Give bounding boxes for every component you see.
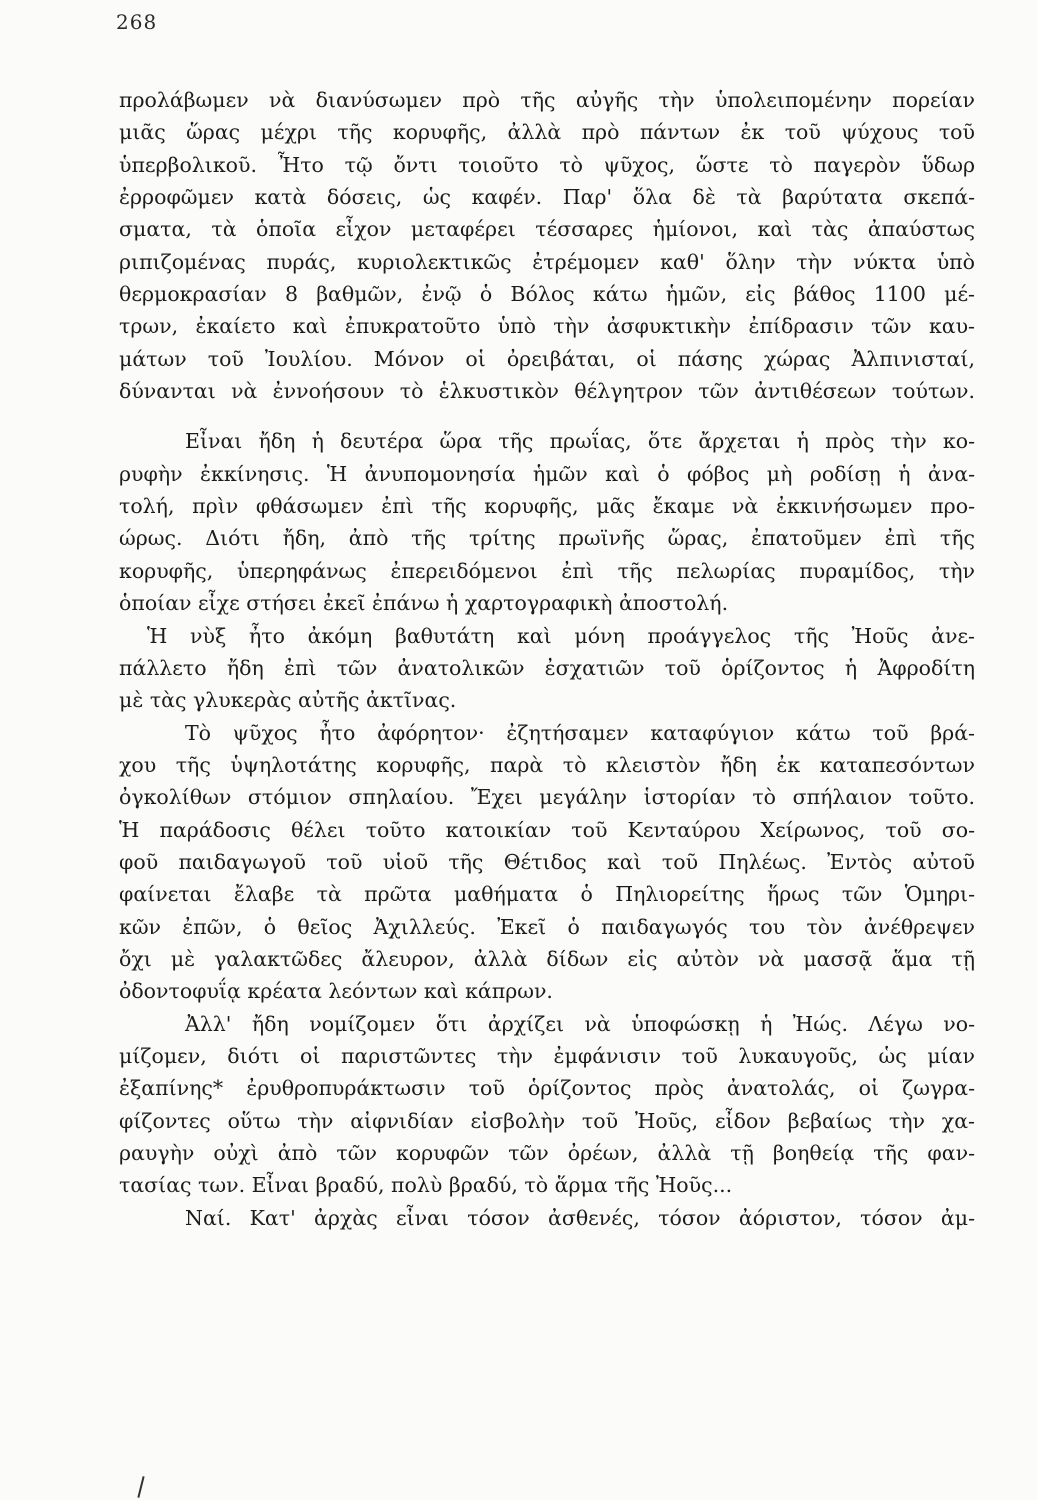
text-line: ἐρροφῶμεν κατὰ δόσεις, ὡς καφέν. Παρ' ὅλα δὲ τὰ βαρύτατα σκεπά-: [119, 185, 975, 210]
text-line: ραυγὴν οὐχὶ ἀπὸ τῶν κορυφῶν τῶν ὀρέων, ἀλλὰ τῇ βοηθείᾳ τῆς φαν-: [119, 1141, 975, 1165]
text-line: μίζομεν, διότι οἱ παριστῶντες τὴν ἐμφάνισιν τοῦ λυκαυγοῦς, ὡς μίαν: [119, 1043, 975, 1068]
text-line: Τὸ ψῦχος ἦτο ἀφόρητον· ἐζητήσαμεν καταφύγιον κάτω τοῦ βρά-: [185, 720, 975, 745]
paragraph: [119, 425, 975, 619]
text-line: Ἀλλ' ἤδη νομίζομεν ὅτι ἀρχίζει νὰ ὑποφώσκῃ ἡ Ἠώς. Λέγω νο-: [185, 1011, 975, 1036]
text-line: ὑπερβολικοῦ. Ἦτο τῷ ὄντι τοιοῦτο τὸ ψῦχος, ὥστε τὸ παγερὸν ὕδωρ: [119, 152, 975, 177]
text-line: ρυφὴν ἐκκίνησις. Ἡ ἀνυπομονησία ἡμῶν καὶ ὁ φόβος μὴ ροδίσῃ ἡ ἀνα-: [119, 461, 975, 486]
text-line: ώρως. Διότι ἤδη, ἀπὸ τῆς τρίτης πρωϊνῆς ὥρας, ἐπατοῦμεν ἐπὶ τῆς: [119, 526, 975, 551]
text-line: σματα, τὰ ὁποῖα εἶχον μεταφέρει τέσσαρες ἡμίονοι, καὶ τὰς ἀπαύστως: [119, 217, 975, 242]
margin-pencil-mark: [137, 1476, 144, 1498]
text-line: θερμοκρασίαν 8 βαθμῶν, ἐνῷ ὁ Βόλος κάτω ἡμῶν, εἰς βάθος 1100 μέ-: [119, 282, 975, 307]
text-line: μάτων τοῦ Ἰουλίου. Μόνον οἱ ὀρειβάται, οἱ πάσης χώρας Ἀλπινισταί,: [119, 346, 975, 371]
text-line: τασίας των. Εἶναι βραδύ, πολὺ βραδύ, τὸ ἅρμα τῆς Ἠοῦς...: [119, 1173, 733, 1198]
text-line: κορυφῆς, ὑπερηφάνως ἐπερειδόμενοι ἐπὶ τῆς πελωρίας πυραμίδος, τὴν: [119, 558, 975, 583]
paragraph: [119, 1008, 975, 1202]
text-line: ὁποίαν εἶχε στήσει ἐκεῖ ἐπάνω ἡ χαρτογραφικὴ ἀποστολή.: [119, 591, 729, 616]
text-line: ὀδοντοφυΐᾳ κρέατα λεόντων καὶ κάπρων.: [119, 979, 553, 1004]
text-line: προλάβωμεν νὰ διανύσωμεν πρὸ τῆς αὐγῆς τὴν ὑπολειπομένην πορείαν: [119, 88, 975, 112]
text-line: ἐξαπίνης* ἐρυθροπυράκτωσιν τοῦ ὁρίζοντος πρὸς ἀνατολάς, οἱ ζωγρα-: [119, 1076, 975, 1101]
paragraph: [119, 1202, 975, 1234]
text-line: Εἶναι ἤδη ἡ δευτέρα ὥρα τῆς πρωΐας, ὅτε ἄρχεται ἡ πρὸς τὴν κο-: [185, 429, 975, 454]
text-line: φοῦ παιδαγωγοῦ τοῦ υἱοῦ τῆς Θέτιδος καὶ τοῦ Πηλέως. Ἐντὸς αὐτοῦ: [119, 849, 975, 874]
text-line: χου τῆς ὑψηλοτάτης κορυφῆς, παρὰ τὸ κλειστὸν ἤδη ἐκ καταπεσόντων: [119, 752, 975, 777]
text-line: τρων, ἐκαίετο καὶ ἐπυκρατοῦτο ὑπὸ τὴν ἀσφυκτικὴν ἐπίδρασιν τῶν καυ-: [119, 314, 975, 339]
page-number: 268: [116, 10, 158, 34]
paragraph: [119, 620, 975, 717]
paragraph: [119, 84, 975, 407]
text-line: μὲ τὰς γλυκερὰς αὐτῆς ἀκτῖνας.: [119, 688, 457, 713]
paragraph: [119, 717, 975, 1008]
text-line: πάλλετο ἤδη ἐπὶ τῶν ἀνατολικῶν ἐσχατιῶν τοῦ ὁρίζοντος ἡ Ἀφροδίτη: [119, 655, 975, 680]
text-line: Ναί. Κατ' ἀρχὰς εἶναι τόσον ἀσθενές, τόσον ἀόριστον, τόσον ἀμ-: [185, 1205, 975, 1230]
text-line: ὄχι μὲ γαλακτῶδες ἄλευρον, ἀλλὰ δίδων εἰς αὐτὸν νὰ μασσᾷ ἅμα τῇ: [119, 946, 975, 971]
text-line: Ἡ νὺξ ἦτο ἀκόμη βαθυτάτη καὶ μόνη προάγγελος τῆς Ἠοῦς ἀνε-: [147, 623, 975, 648]
text-line: τολή, πρὶν φθάσωμεν ἐπὶ τῆς κορυφῆς, μᾶς ἔκαμε νὰ ἐκκινήσωμεν προ-: [119, 494, 975, 519]
text-line: μιᾶς ὥρας μέχρι τῆς κορυφῆς, ἀλλὰ πρὸ πάντων ἐκ τοῦ ψύχους τοῦ: [119, 120, 975, 145]
text-line: Ἡ παράδοσις θέλει τοῦτο κατοικίαν τοῦ Κενταύρου Χείρωνος, τοῦ σο-: [119, 817, 975, 842]
text-line: κῶν ἐπῶν, ὁ θεῖος Ἀχιλλεύς. Ἐκεῖ ὁ παιδαγωγός του τὸν ἀνέθρεψεν: [119, 914, 975, 939]
text-line: ριπιζομένας πυράς, κυριολεκτικῶς ἐτρέμομεν καθ' ὅλην τὴν νύκτα ὑπὸ: [119, 249, 975, 274]
text-line: δύνανται νὰ ἐννοήσουν τὸ ἑλκυστικὸν θέλγητρον τῶν ἀντιθέσεων τούτων.: [119, 379, 975, 404]
body-text: [119, 84, 975, 1234]
text-line: φίζοντες οὕτω τὴν αἰφνιδίαν εἰσβολὴν τοῦ Ἠοῦς, εἶδον βεβαίως τὴν χα-: [119, 1108, 975, 1133]
text-line: ὀγκολίθων στόμιον σπηλαίου. Ἔχει μεγάλην ἱστορίαν τὸ σπήλαιον τοῦτο.: [119, 785, 975, 810]
text-line: φαίνεται ἔλαβε τὰ πρῶτα μαθήματα ὁ Πηλιορείτης ἥρως τῶν Ὁμηρι-: [119, 882, 975, 907]
